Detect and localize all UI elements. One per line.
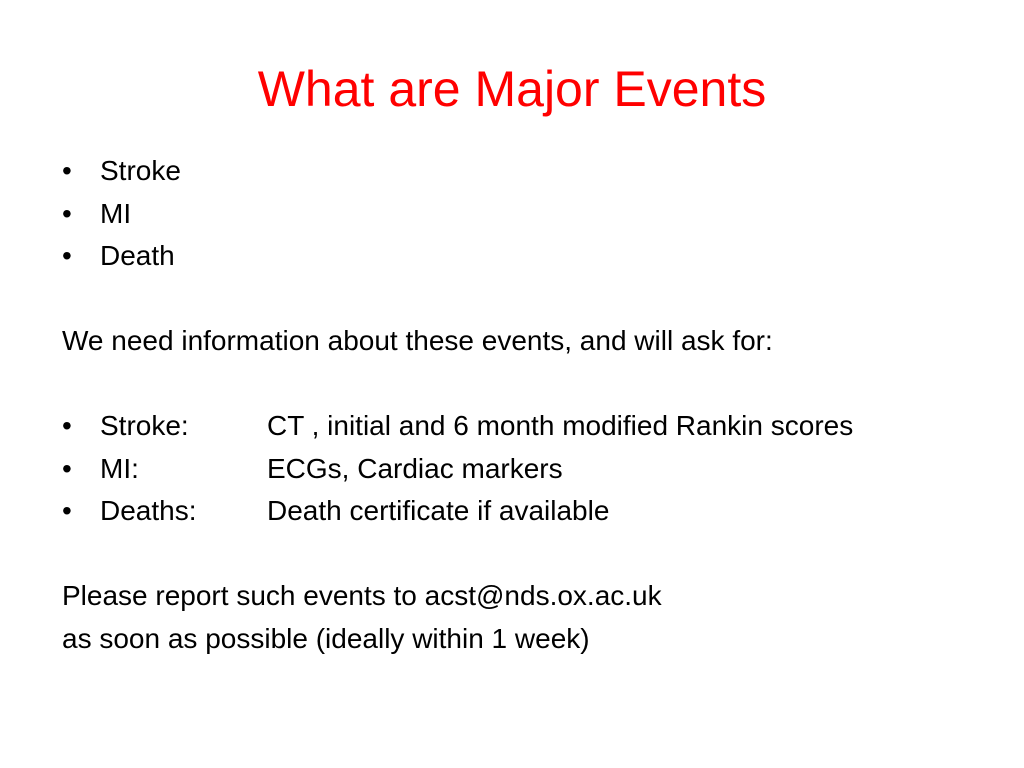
- event-label: Stroke: [100, 155, 181, 186]
- event-label: MI: [100, 197, 132, 229]
- bullet-icon: •: [62, 495, 72, 526]
- requirement-detail: Death certificate if available: [267, 495, 610, 526]
- spacer: [62, 363, 982, 406]
- requirement-term: MI:: [100, 452, 139, 484]
- list-item: [62, 448, 982, 491]
- report-text-line2: as soon as possible (ideally within 1 week): [62, 622, 590, 654]
- slide-body: [62, 150, 982, 660]
- event-list: [62, 150, 982, 278]
- report-text-line1: Please report such events to acst@nds.ox.ac.uk: [62, 580, 662, 611]
- requirement-detail: ECGs, Cardiac markers: [267, 452, 563, 484]
- requirement-detail: CT , initial and 6 month modified Rankin scores: [267, 410, 854, 441]
- event-label: Death: [100, 240, 175, 271]
- requirements-list: [62, 405, 982, 533]
- intro-text: We need information about these events, and will ask for:: [62, 325, 773, 356]
- requirement-term: Stroke:: [100, 410, 189, 441]
- bullet-icon: •: [62, 452, 72, 484]
- list-item: [62, 405, 982, 448]
- bullet-icon: •: [62, 155, 72, 186]
- list-item: [62, 235, 982, 278]
- bullet-icon: •: [62, 197, 72, 229]
- bullet-icon: •: [62, 240, 72, 271]
- list-item: [62, 193, 982, 236]
- slide-title: What are Major Events: [257, 61, 767, 117]
- list-item: [62, 490, 982, 533]
- spacer: [62, 278, 982, 321]
- spacer: [62, 533, 982, 576]
- bullet-icon: •: [62, 410, 72, 441]
- requirement-term: Deaths:: [100, 495, 197, 526]
- list-item: [62, 150, 982, 193]
